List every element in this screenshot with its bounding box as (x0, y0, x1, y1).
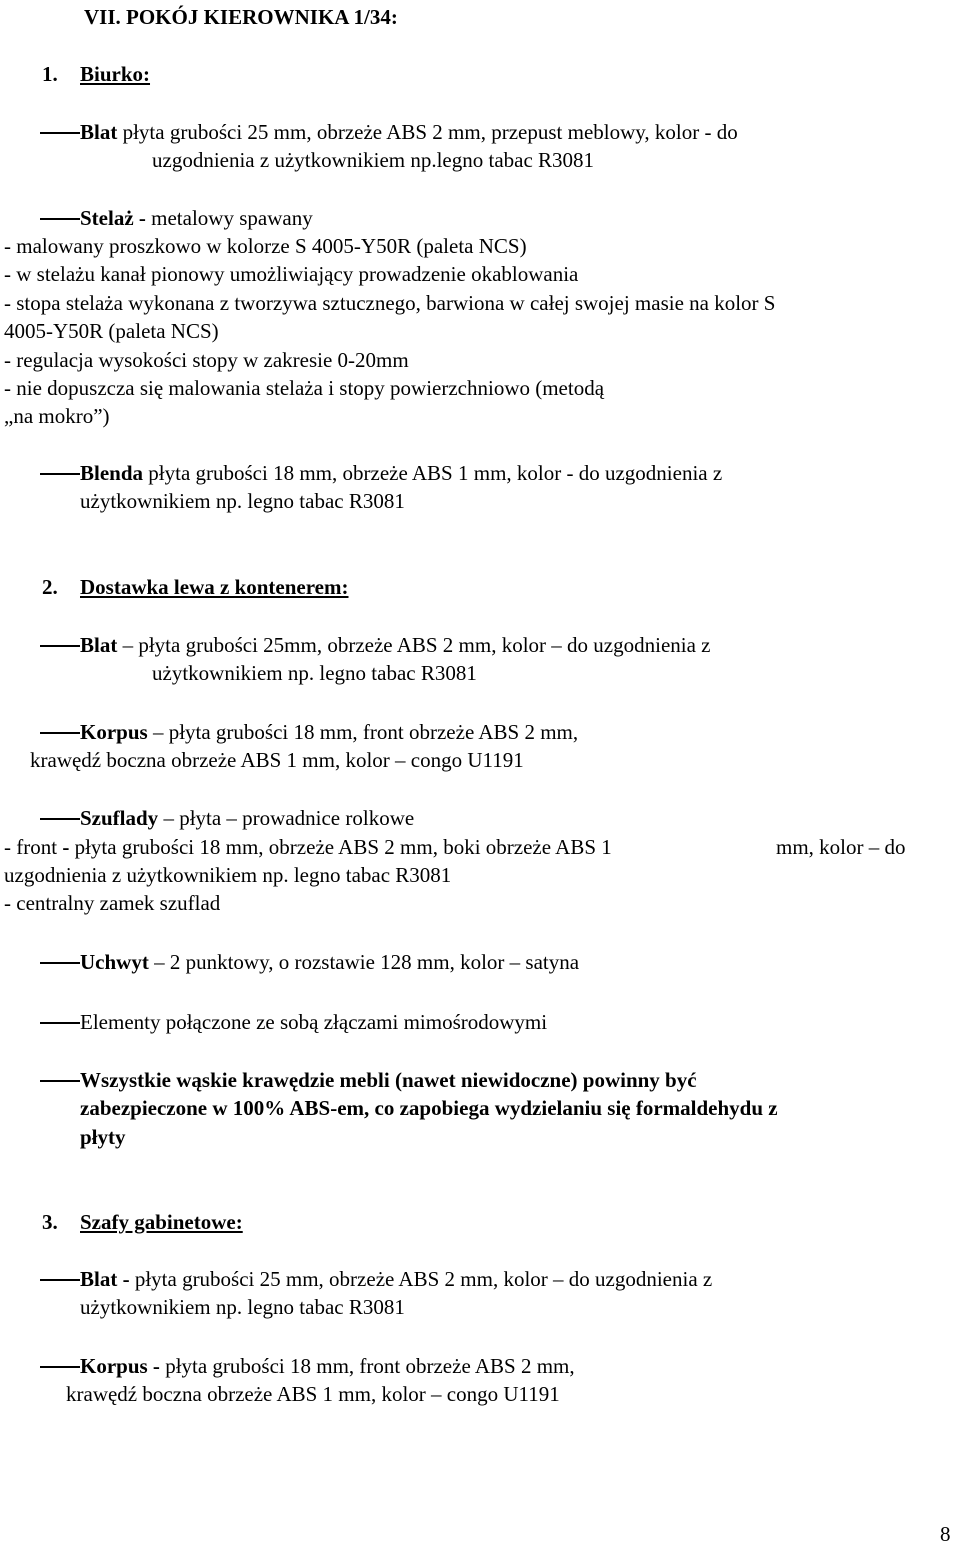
korpus-text: płyta grubości 18 mm, front obrzeże ABS 2 mm, (165, 1354, 575, 1378)
item-number: 3. (42, 1210, 58, 1234)
stelaz-label: Stelaż - (80, 206, 152, 230)
spec-line: - regulacja wysokości stopy w zakresie 0-20mm (4, 348, 409, 372)
blat-line (80, 635, 711, 656)
dash-bullet (40, 132, 80, 134)
front-prefix: - front (4, 835, 63, 859)
blat-label: Blat (80, 633, 118, 657)
blenda-label: Blenda (80, 461, 144, 485)
stelaz-text: metalowy spawany (151, 206, 313, 230)
spec-line: „na mokro”) (4, 404, 110, 428)
korpus-label: Korpus - (80, 1354, 166, 1378)
dash-bullet (40, 218, 80, 220)
dash-bullet (40, 1279, 80, 1281)
korpus-line-2: krawędź boczna obrzeże ABS 1 mm, kolor – congo U1191 (66, 1382, 560, 1406)
korpus-line (80, 722, 578, 743)
warning-line: zabezpieczone w 100% ABS-em, co zapobiega wydzielaniu się formaldehydu z (80, 1096, 778, 1120)
page-number: 8 (940, 1522, 951, 1546)
spec-line: - malowany proszkowo w kolorze S 4005-Y50R (paleta NCS) (4, 234, 527, 258)
szuflady-text: – płyta – prowadnice rolkowe (158, 806, 415, 830)
uchwyt-line (80, 952, 579, 973)
dash-bullet (40, 818, 80, 820)
uchwyt-label: Uchwyt (80, 950, 149, 974)
item-title: Szafy gabinetowe: (80, 1210, 243, 1234)
spec-line: - stopa stelaża wykonana z tworzywa sztucznego, barwiona w całej swojej masie na kolor S (4, 291, 776, 315)
szuflady-label: Szuflady (80, 806, 159, 830)
stelaz-line (80, 208, 313, 229)
warning-line: Wszystkie wąskie krawędzie mebli (nawet niewidoczne) powinny być (80, 1068, 697, 1092)
blenda-text: płyta grubości 18 mm, obrzeże ABS 1 mm, kolor - do uzgodnienia z (143, 461, 723, 485)
korpus-label: Korpus (80, 720, 148, 744)
item-title: Biurko: (80, 62, 151, 86)
spec-line: 4005-Y50R (paleta NCS) (4, 319, 219, 343)
blat-label: Blat - (80, 1267, 135, 1291)
warning-line: płyty (80, 1125, 126, 1149)
uchwyt-text: – 2 punktowy, o rozstawie 128 mm, kolor – satyna (148, 950, 580, 974)
spec-line: - nie dopuszcza się malowania stelaża i stopy powierzchniowo (metodą (4, 376, 605, 400)
blat-line (80, 1269, 712, 1290)
blat-line (80, 122, 738, 143)
front-line (4, 837, 612, 858)
spec-line: - w stelażu kanał pionowy umożliwiający prowadzenie okablowania (4, 262, 579, 286)
front-line-2: uzgodnienia z użytkownikiem np. legno tabac R3081 (4, 863, 452, 887)
dash-bullet (40, 1080, 80, 1082)
korpus-line (80, 1356, 575, 1377)
blat-text: – płyta grubości 25mm, obrzeże ABS 2 mm, kolor – do uzgodnienia z (117, 633, 711, 657)
blenda-line-2: użytkownikiem np. legno tabac R3081 (80, 489, 405, 513)
dash-bullet (40, 732, 80, 734)
dash-bullet (40, 473, 80, 475)
section-heading: VII. POKÓJ KIEROWNIKA 1/34: (84, 5, 398, 29)
front-line-end: mm, kolor – do (776, 835, 906, 859)
dash-bullet (40, 1366, 80, 1368)
front-dash: - (62, 835, 75, 859)
blat-text: płyta grubości 25 mm, obrzeże ABS 2 mm, kolor – do uzgodnienia z (134, 1267, 713, 1291)
dash-bullet (40, 645, 80, 647)
elementy-line: Elementy połączone ze sobą złączami mimośrodowymi (80, 1010, 548, 1034)
blat-line-2: użytkownikiem np. legno tabac R3081 (152, 661, 477, 685)
item-number: 2. (42, 575, 58, 599)
blat-text: płyta grubości 25 mm, obrzeże ABS 2 mm, przepust meblowy, kolor - do (117, 120, 738, 144)
blat-line-2: użytkownikiem np. legno tabac R3081 (80, 1295, 405, 1319)
front-text: płyta grubości 18 mm, obrzeże ABS 2 mm, boki obrzeże ABS 1 (74, 835, 612, 859)
szuflady-line (80, 808, 414, 829)
korpus-text: – płyta grubości 18 mm, front obrzeże ABS 2 mm, (147, 720, 579, 744)
zamek-line: - centralny zamek szuflad (4, 891, 221, 915)
blat-line-2: uzgodnienia z użytkownikiem np.legno tabac R3081 (152, 148, 595, 172)
dash-bullet (40, 962, 80, 964)
blat-label: Blat (80, 120, 118, 144)
dash-bullet (40, 1022, 80, 1024)
item-title: Dostawka lewa z kontenerem: (80, 575, 349, 599)
blenda-line (80, 463, 722, 484)
item-number: 1. (42, 62, 58, 86)
korpus-line-2: krawędź boczna obrzeże ABS 1 mm, kolor – congo U1191 (30, 748, 524, 772)
